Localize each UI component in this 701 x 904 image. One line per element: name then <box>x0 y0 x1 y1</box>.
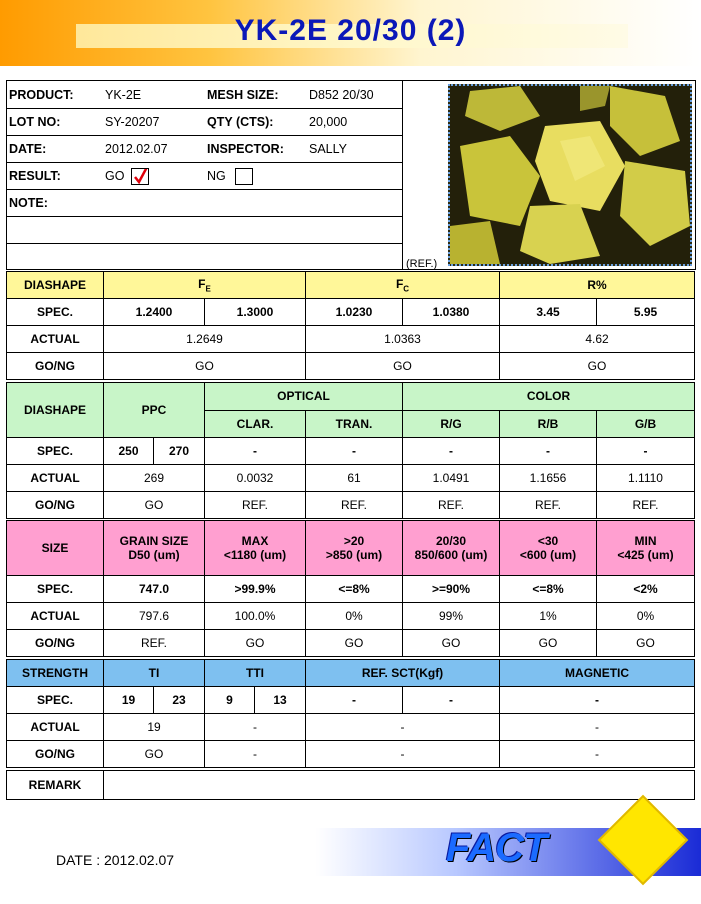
diashape-header: DIASHAPE <box>7 383 104 438</box>
spec-cell: 19 <box>104 687 154 714</box>
optical-table <box>6 382 695 519</box>
spec-cell: <2% <box>597 576 695 603</box>
diamond-photo <box>448 84 692 266</box>
actual-cell: 0% <box>306 603 403 630</box>
gong-cell: - <box>205 741 306 768</box>
spec-cell: - <box>597 438 695 465</box>
product-value: YK-2E <box>105 88 142 102</box>
size-col-header: <30 <600 (um) <box>500 521 597 576</box>
gong-cell: REF. <box>403 492 500 519</box>
spec-cell: >99.9% <box>205 576 306 603</box>
strength-header: STRENGTH <box>7 660 104 687</box>
col-header: G/B <box>597 410 695 438</box>
spec-label: SPEC. <box>7 299 104 326</box>
gong-cell: GO <box>104 353 306 380</box>
mesh-label: MESH SIZE: <box>207 88 279 102</box>
gong-cell: REF. <box>306 492 403 519</box>
col-header: CLAR. <box>205 410 306 438</box>
remark-field[interactable] <box>104 771 695 800</box>
photo-ref-label: (REF.) <box>406 258 438 270</box>
gong-cell: GO <box>403 630 500 657</box>
size-col-header: MAX <1180 (um) <box>205 521 306 576</box>
gong-cell: GO <box>500 630 597 657</box>
info-row-line <box>6 243 402 244</box>
gong-cell: GO <box>104 741 205 768</box>
ng-label: NG <box>207 169 226 183</box>
size-col-header: GRAIN SIZE D50 (um) <box>104 521 205 576</box>
actual-cell: 1% <box>500 603 597 630</box>
note-label: NOTE: <box>9 196 48 210</box>
size-table <box>6 520 695 657</box>
qty-label: QTY (CTS): <box>207 115 274 129</box>
optical-header: OPTICAL <box>205 383 403 411</box>
spec-cell: 747.0 <box>104 576 205 603</box>
lot-value: SY-20207 <box>105 115 160 129</box>
actual-label: ACTUAL <box>7 465 104 492</box>
gong-cell: - <box>500 741 695 768</box>
fe-header: $F_E$ <box>104 272 306 299</box>
gong-cell: - <box>306 741 500 768</box>
diashape-table <box>6 271 695 380</box>
size-col-header: >20 >850 (um) <box>306 521 403 576</box>
gong-cell: GO <box>205 630 306 657</box>
gong-cell: GO <box>597 630 695 657</box>
info-divider <box>402 81 403 269</box>
ng-checkbox[interactable] <box>235 168 253 185</box>
gong-label: GO/NG <box>7 741 104 768</box>
gong-cell: GO <box>306 630 403 657</box>
actual-cell: - <box>306 714 500 741</box>
spec-cell: 1.3000 <box>205 299 306 326</box>
gong-cell: REF. <box>500 492 597 519</box>
spec-cell: 9 <box>205 687 255 714</box>
inspector-value: SALLY <box>309 142 347 156</box>
actual-cell: 4.62 <box>500 326 695 353</box>
actual-cell: - <box>205 714 306 741</box>
gong-cell: REF. <box>104 630 205 657</box>
actual-cell: 1.1110 <box>597 465 695 492</box>
sct-header: REF. SCT(Kgf) <box>306 660 500 687</box>
size-col-header: 20/30 850/600 (um) <box>403 521 500 576</box>
actual-cell: 99% <box>403 603 500 630</box>
info-row-line <box>6 216 402 217</box>
spec-cell: <=8% <box>500 576 597 603</box>
col-header: TRAN. <box>306 410 403 438</box>
size-header: SIZE <box>7 521 104 576</box>
actual-cell: 1.1656 <box>500 465 597 492</box>
mesh-value: D852 20/30 <box>309 88 374 102</box>
footer-date: DATE : 2012.02.07 <box>56 852 175 868</box>
actual-cell: - <box>500 714 695 741</box>
go-checkbox[interactable] <box>131 168 149 185</box>
actual-label: ACTUAL <box>7 326 104 353</box>
qty-value: 20,000 <box>309 115 348 129</box>
spec-cell: - <box>306 438 403 465</box>
actual-cell: 0% <box>597 603 695 630</box>
actual-label: ACTUAL <box>7 714 104 741</box>
result-label: RESULT: <box>9 169 61 183</box>
info-row-line <box>6 162 402 163</box>
spec-label: SPEC. <box>7 438 104 465</box>
ppc-header: PPC <box>104 383 205 438</box>
spec-cell: >=90% <box>403 576 500 603</box>
remark-label: REMARK <box>7 771 104 800</box>
spec-cell: - <box>500 438 597 465</box>
info-row-line <box>6 108 402 109</box>
inspector-label: INSPECTOR: <box>207 142 284 156</box>
diamond-crystals-image <box>450 86 690 264</box>
gong-cell: REF. <box>205 492 306 519</box>
info-row-line <box>6 135 402 136</box>
date-label: DATE: <box>9 142 47 156</box>
gong-cell: GO <box>104 492 205 519</box>
info-row-line <box>6 189 402 190</box>
gong-cell: GO <box>500 353 695 380</box>
fact-logo: FACT <box>446 826 547 870</box>
product-label: PRODUCT: <box>9 88 74 102</box>
spec-cell: - <box>403 438 500 465</box>
tti-header: TTI <box>205 660 306 687</box>
fc-header: $F_C$ <box>306 272 500 299</box>
ti-header: TI <box>104 660 205 687</box>
gong-label: GO/NG <box>7 492 104 519</box>
spec-cell: <=8% <box>306 576 403 603</box>
spec-cell: - <box>205 438 306 465</box>
actual-cell: 1.0363 <box>306 326 500 353</box>
spec-cell: 1.0230 <box>306 299 403 326</box>
spec-label: SPEC. <box>7 576 104 603</box>
actual-cell: 797.6 <box>104 603 205 630</box>
spec-label: SPEC. <box>7 687 104 714</box>
actual-cell: 0.0032 <box>205 465 306 492</box>
spec-cell: 13 <box>255 687 306 714</box>
col-header: R/G <box>403 410 500 438</box>
diashape-header: DIASHAPE <box>7 272 104 299</box>
size-col-header: MIN <425 (um) <box>597 521 695 576</box>
date-value: 2012.02.07 <box>105 142 168 156</box>
magnetic-header: MAGNETIC <box>500 660 695 687</box>
page-title: YK-2E 20/30 (2) <box>234 14 467 47</box>
actual-cell: 1.2649 <box>104 326 306 353</box>
actual-cell: 269 <box>104 465 205 492</box>
go-label: GO <box>105 169 125 183</box>
gong-label: GO/NG <box>7 353 104 380</box>
lot-label: LOT NO: <box>9 115 61 129</box>
r-header: R% <box>500 272 695 299</box>
spec-cell: 270 <box>154 438 205 465</box>
actual-cell: 61 <box>306 465 403 492</box>
spec-cell: - <box>306 687 403 714</box>
spec-cell: 3.45 <box>500 299 597 326</box>
strength-table <box>6 659 695 768</box>
spec-cell: 250 <box>104 438 154 465</box>
gong-cell: REF. <box>597 492 695 519</box>
color-header: COLOR <box>403 383 695 411</box>
spec-cell: 1.0380 <box>403 299 500 326</box>
remark-table <box>6 770 695 800</box>
gong-label: GO/NG <box>7 630 104 657</box>
actual-label: ACTUAL <box>7 603 104 630</box>
spec-cell: 23 <box>154 687 205 714</box>
col-header: R/B <box>500 410 597 438</box>
spec-cell: 5.95 <box>597 299 695 326</box>
spec-cell: - <box>500 687 695 714</box>
actual-cell: 19 <box>104 714 205 741</box>
actual-cell: 1.0491 <box>403 465 500 492</box>
actual-cell: 100.0% <box>205 603 306 630</box>
gong-cell: GO <box>306 353 500 380</box>
spec-cell: - <box>403 687 500 714</box>
spec-cell: 1.2400 <box>104 299 205 326</box>
checkmark-icon <box>132 169 148 184</box>
